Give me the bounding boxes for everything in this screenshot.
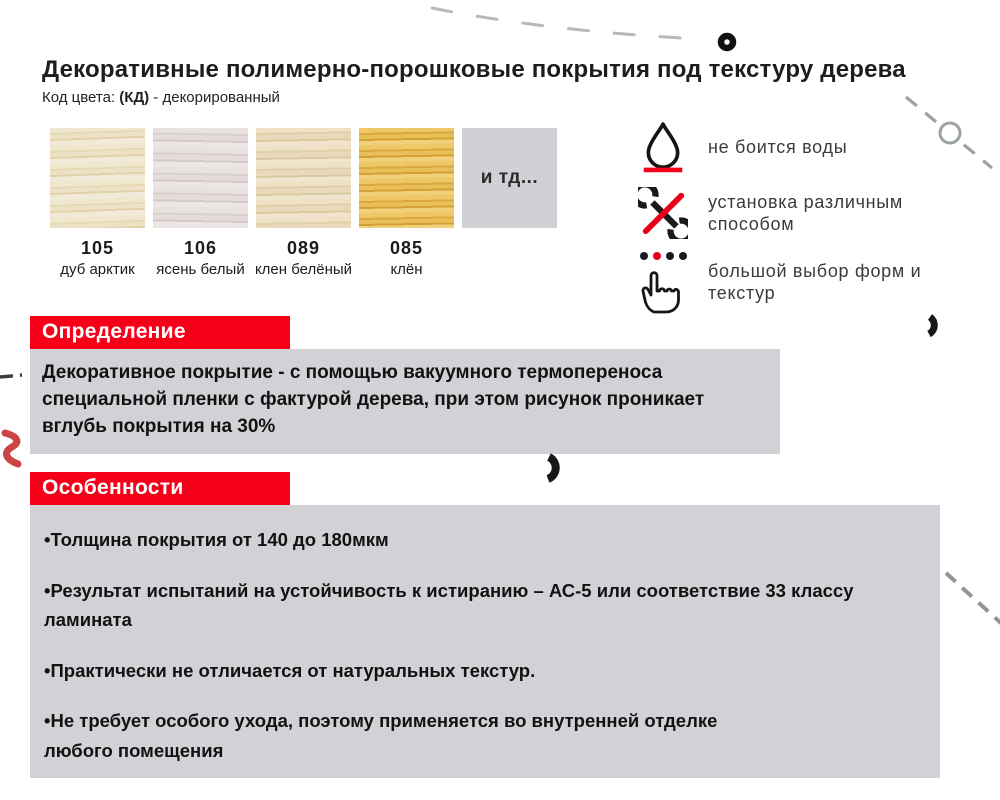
subtitle-prefix: Код цвета: (42, 89, 120, 106)
swatch-name: клен белёный (254, 261, 353, 278)
swatch-code: 089 (286, 238, 321, 258)
swatch-code: 085 (389, 238, 424, 258)
wood-swatch-085 (359, 128, 454, 228)
swatch-code: 105 (80, 238, 115, 258)
decor-dashed-curve-top (432, 8, 704, 39)
etc-chip (462, 128, 557, 228)
wood-swatch-105 (50, 128, 145, 228)
hand-choice-icon (636, 250, 690, 314)
swatch-name: дуб арктик (60, 261, 135, 278)
wood-swatch-089 (256, 128, 351, 228)
etc-label: и тд... (480, 167, 539, 188)
swatch-row (50, 128, 557, 278)
swatch-item (50, 128, 145, 278)
page-title: Декоративные полимерно-порошковые покрытия под текстуру дерева (42, 56, 906, 83)
feature-bullet: • Практически не отличается от натуральных текстур. (44, 656, 900, 686)
features-panel (30, 505, 940, 778)
swatch-item (256, 128, 351, 278)
feature-row-install (636, 187, 976, 239)
feature-row-choice (636, 250, 976, 314)
color-code-subtitle (42, 89, 280, 106)
feature-bullet: • Толщина покрытия от 140 до 180мкм (44, 525, 900, 555)
decor-dashed-line-bottom-right (946, 573, 1000, 624)
decor-dashes-left (0, 375, 22, 377)
feature-bullet: • Результат испытаний на устойчивость к истиранию – АС-5 или соответствие 33 классу ламината (44, 576, 900, 635)
feature-label: большой выбор форм и текстур (708, 260, 922, 303)
decor-red-squiggle-left (5, 433, 18, 464)
features-list (44, 525, 900, 766)
swatch-name: клён (390, 261, 423, 278)
swatch-item (153, 128, 248, 278)
feature-label: не боится воды (708, 136, 848, 157)
subtitle-code: (КД) (119, 89, 150, 106)
swatch-name: ясень белый (156, 261, 245, 278)
decor-ring-top (721, 36, 733, 48)
feature-row-water (636, 118, 976, 176)
subtitle-suffix: - декорированный (149, 89, 280, 106)
decor-comma-right (929, 317, 934, 334)
water-drop-icon (636, 118, 690, 176)
feature-bullet: • Не требует особого ухода, поэтому применяется во внутренней отделке любого помещения (44, 706, 749, 765)
features-header: Особенности (30, 472, 290, 505)
tools-icon (636, 187, 690, 239)
decor-comma-center (548, 457, 556, 479)
swatch-item-etc (462, 128, 557, 278)
swatch-item (359, 128, 454, 278)
definition-header: Определение (30, 316, 290, 349)
swatch-code: 106 (183, 238, 218, 258)
wood-swatch-106 (153, 128, 248, 228)
feature-label: установка различным способом (708, 191, 904, 234)
definition-panel: Декоративное покрытие - с помощью вакуумного термопереноса специальной пленки с фактурой дерева, при этом рисунок проникает вглубь покрытия на 30% (30, 349, 780, 454)
feature-icon-list (636, 118, 976, 314)
